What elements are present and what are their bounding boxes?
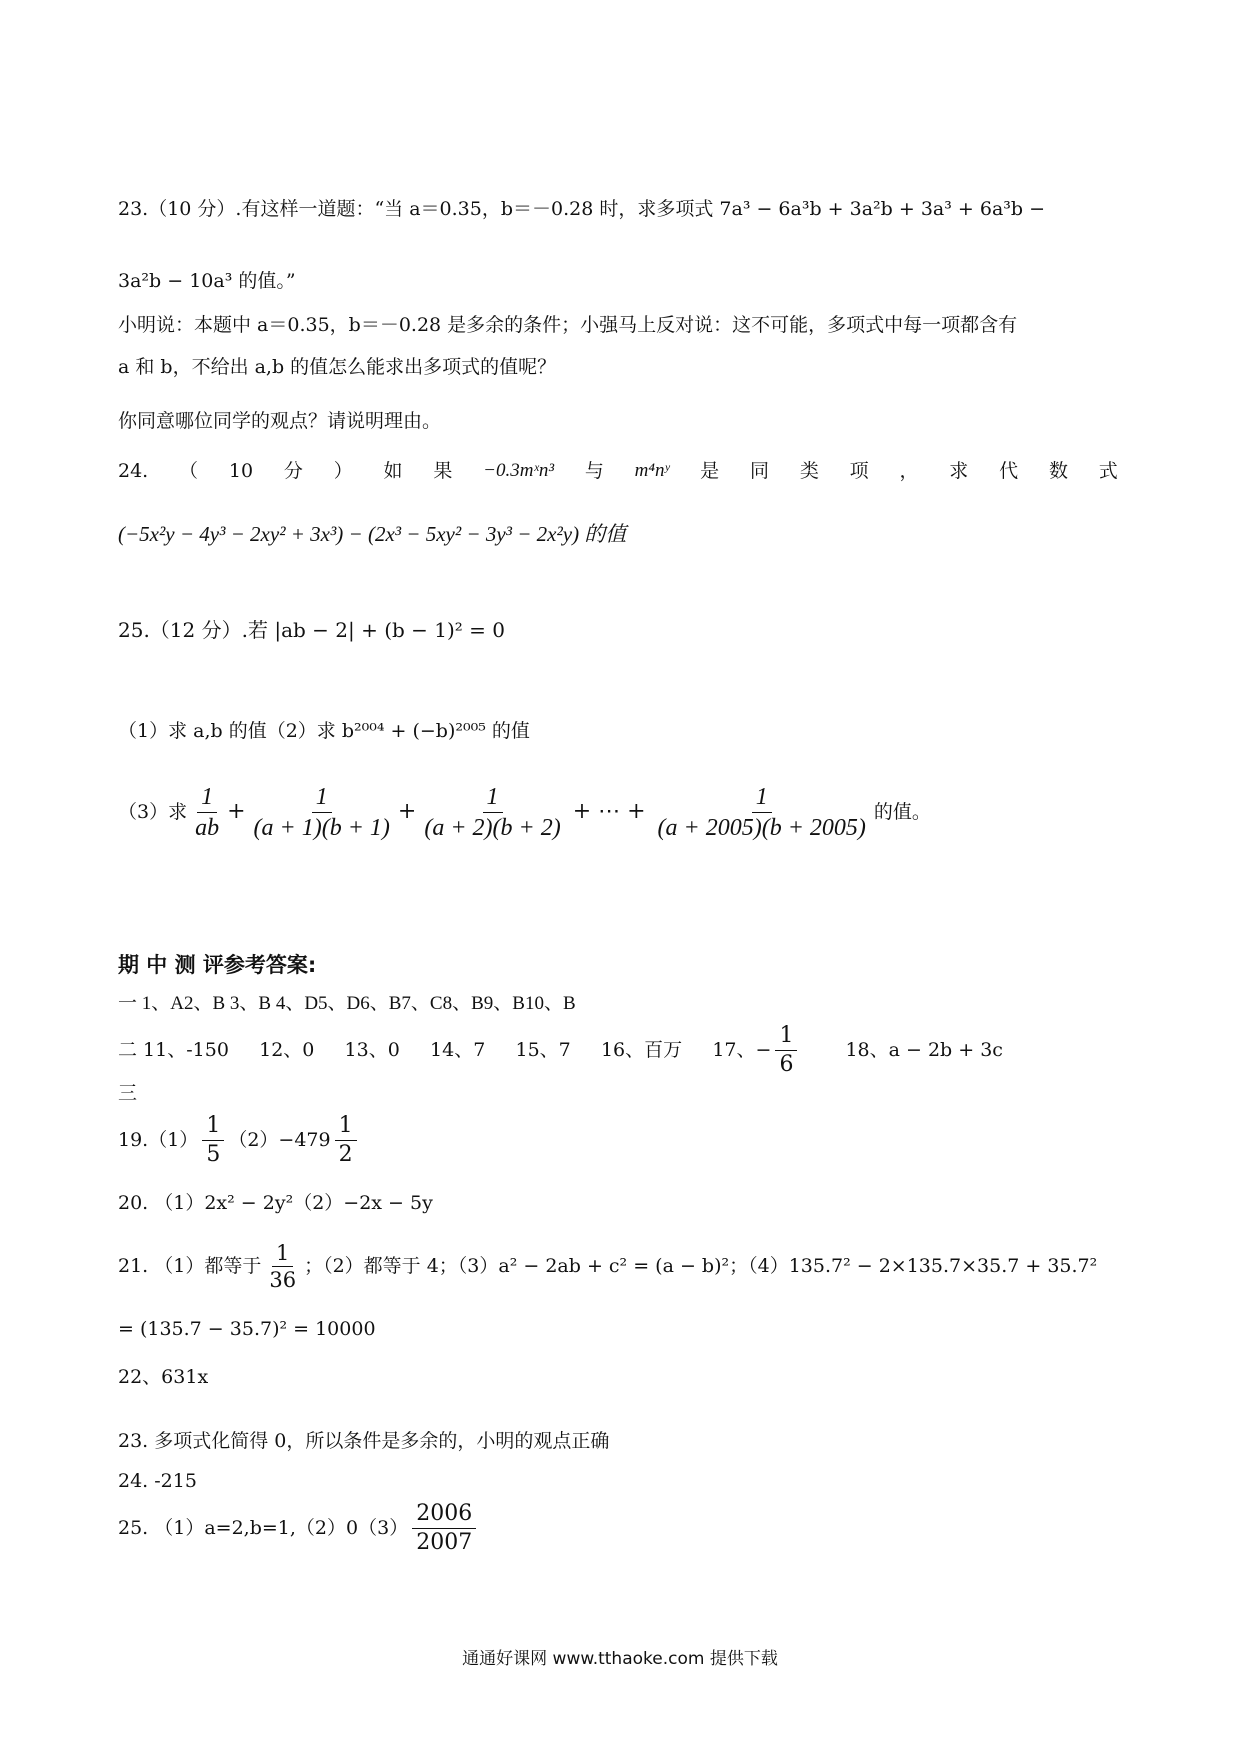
fraction-denominator: 5 [206, 1141, 221, 1167]
q24-line1 [118, 460, 1118, 483]
q24-part: 如 [383, 460, 403, 482]
q24-part: 24. [118, 460, 149, 482]
q24-part: 分 [283, 460, 303, 482]
q24-part: 式 [1098, 460, 1118, 482]
fraction-numerator: 1 [272, 1240, 293, 1267]
a25-prefix: 25. （1）a=2,b=1,（2）0（3） [118, 1516, 409, 1539]
fraction [412, 1500, 476, 1556]
fraction [775, 1022, 797, 1078]
fraction-numerator: 2006 [412, 1500, 476, 1529]
answer-20: 20. （1）2x² − 2y²（2）−2x − 5y [118, 1192, 433, 1214]
fraction [202, 1112, 224, 1168]
a19-prefix: 19.（1） [118, 1128, 199, 1151]
fraction [420, 782, 564, 843]
fraction-numerator: 1 [483, 782, 503, 813]
fraction-denominator: 2007 [416, 1529, 473, 1555]
answers-section-3: 三 [118, 1082, 138, 1104]
q24-part: 数 [1048, 460, 1068, 482]
plus-sign: + [397, 799, 417, 825]
q23-line3: 小明说：本题中 a＝0.35，b＝－0.28 是多余的条件；小强马上反对说：这不可能，多项式中每一项都含有 [118, 314, 1018, 336]
q24-part: −0.3mˣn³ [483, 460, 555, 481]
q24-part: （ [179, 460, 199, 482]
q24-part: 求 [949, 460, 969, 482]
q23-line5: 你同意哪位同学的观点？请说明理由。 [118, 410, 442, 432]
q23-line4: a 和 b，不给出 a,b 的值怎么能求出多项式的值呢？ [118, 356, 557, 378]
fraction-numerator: 1 [202, 1112, 224, 1141]
fraction-numerator: 1 [197, 782, 217, 813]
q24-part: 项 [849, 460, 869, 482]
q24-part: m⁴nʸ [634, 460, 670, 481]
a19-mid: （2）−479 [228, 1128, 331, 1151]
sec2-suffix: 18、a − 2b + 3c [845, 1038, 1003, 1061]
fraction [265, 1240, 300, 1294]
answer-24: 24. -215 [118, 1470, 197, 1492]
answer-22: 22、631x [118, 1366, 209, 1388]
plus-sign: + [227, 799, 246, 825]
fraction [335, 1112, 357, 1168]
fraction-denominator: (a + 2)(b + 2) [424, 815, 561, 841]
page-footer: 通通好课网 www.tthaoke.com 提供下载 [462, 1649, 778, 1669]
q24-part: 代 [999, 460, 1019, 482]
a21-prefix: 21. （1）都等于 [118, 1255, 262, 1278]
q24-part: 10 [228, 460, 254, 482]
fraction-denominator: ab [195, 815, 220, 841]
answer-21-line2: = (135.7 − 35.7)² = 10000 [118, 1318, 376, 1340]
fraction-numerator: 1 [752, 782, 772, 813]
a21-rest: ；（2）都等于 4；（3）a² − 2ab + c² = (a − b)²；（4）135.7² − 2×135.7×35.7 + 35.7² [304, 1255, 1098, 1278]
fraction [250, 782, 394, 843]
answer-21 [118, 1240, 1097, 1294]
q25-prefix: （3）求 [118, 801, 188, 824]
q24-part: 与 [584, 460, 604, 482]
fraction-denominator: 6 [779, 1051, 794, 1077]
fraction-denominator: 2 [338, 1141, 353, 1167]
fraction-denominator: (a + 2005)(b + 2005) [657, 815, 866, 841]
q25-line2: （1）求 a,b 的值（2）求 b²⁰⁰⁴ + (−b)²⁰⁰⁵ 的值 [118, 720, 530, 742]
q25-line3 [118, 782, 931, 843]
q24-part: ， [899, 460, 919, 482]
q25-line1: 25.（12 分）.若 |ab − 2| + (b − 1)² = 0 [118, 618, 506, 642]
q25-suffix: 的值。 [873, 801, 931, 824]
fraction-numerator: 1 [775, 1022, 797, 1051]
fraction-numerator: 1 [335, 1112, 357, 1141]
fraction-denominator: 36 [269, 1268, 297, 1293]
q24-part: 是 [700, 460, 720, 482]
answers-section-2 [118, 1022, 1003, 1078]
q23-line2: 3a²b − 10a³ 的值。” [118, 270, 296, 292]
sec2-prefix: 二 11、-150 12、0 13、0 14、7 15、7 16、百万 17、− [118, 1038, 772, 1061]
q23-line1: 23.（10 分）.有这样一道题：“当 a＝0.35，b＝－0.28 时，求多项式 7a³ − 6a³b + 3a²b + 3a³ + 6a³b − [118, 198, 1046, 220]
ellipsis: + ⋯ + [572, 799, 646, 825]
fraction [191, 782, 223, 843]
q24-part: 类 [799, 460, 819, 482]
answers-section-1: 一 1、A2、B 3、B 4、D5、D6、B7、C8、B9、B10、B [118, 993, 576, 1014]
answer-23: 23. 多项式化简得 0，所以条件是多余的，小明的观点正确 [118, 1430, 610, 1452]
answers-title: 期 中 测 评参考答案: [118, 953, 317, 977]
answer-19 [118, 1112, 361, 1168]
fraction-numerator: 1 [312, 782, 332, 813]
q24-part: 果 [433, 460, 453, 482]
q24-expression: (−5x²y − 4y³ − 2xy² + 3x³) − (2x³ − 5xy² − 3y³ − 2x²y) 的值 [118, 522, 627, 546]
fraction-denominator: (a + 1)(b + 1) [253, 815, 390, 841]
q24-part: 同 [749, 460, 769, 482]
q24-part: ） [333, 460, 353, 482]
fraction [654, 782, 870, 843]
answer-25 [118, 1500, 480, 1556]
